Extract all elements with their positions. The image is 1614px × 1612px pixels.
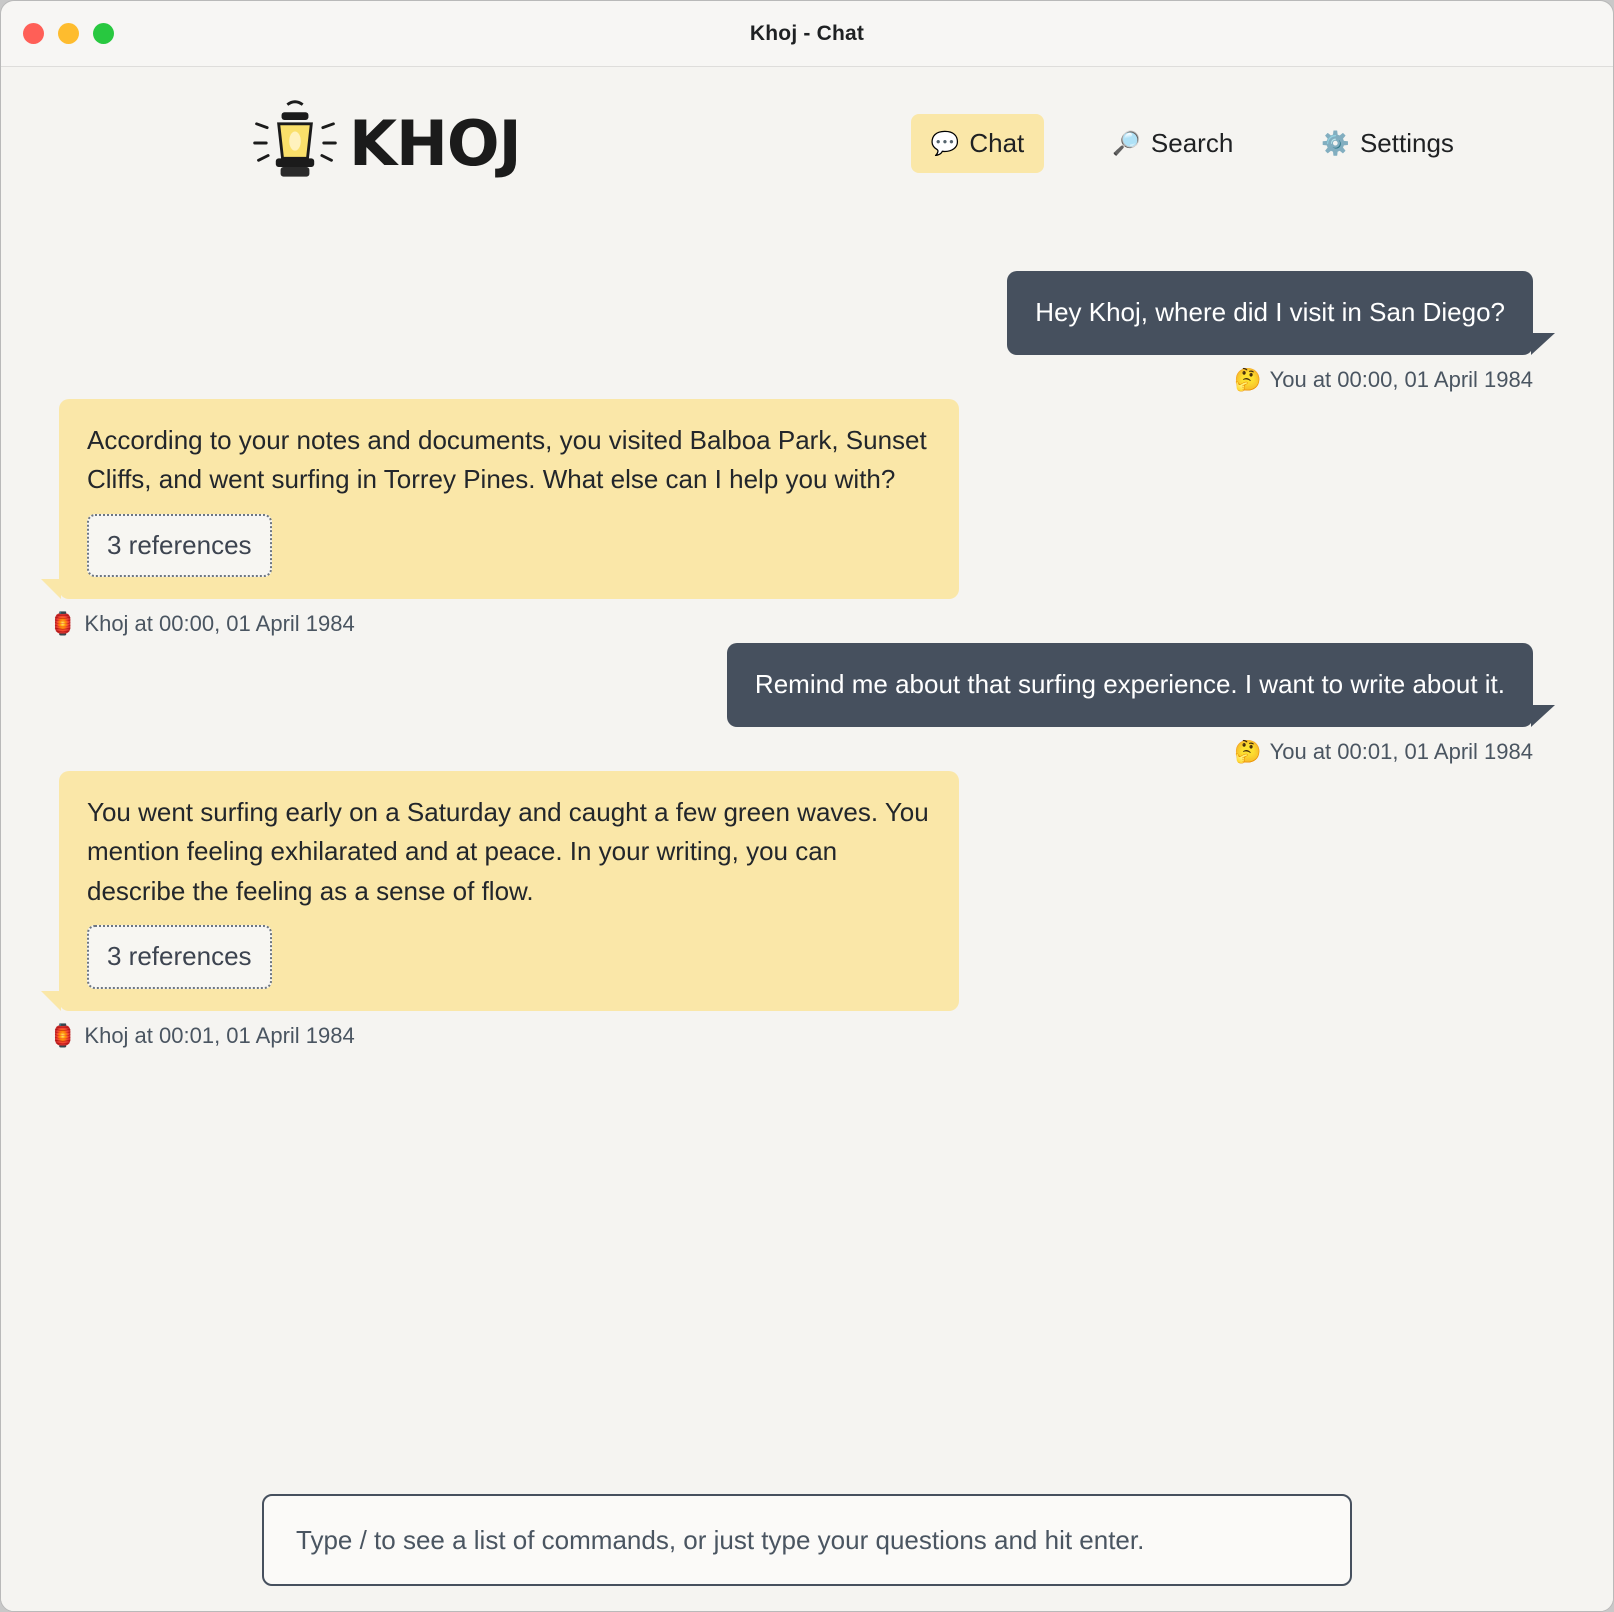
- message-meta-text: You at 00:01, 01 April 1984: [1269, 738, 1533, 764]
- title-bar: [1, 1, 1613, 67]
- message-meta: [49, 1023, 355, 1049]
- message-meta-text: You at 00:00, 01 April 1984: [1269, 366, 1533, 392]
- chat-input-area: [37, 1494, 1577, 1586]
- message-meta: [1234, 739, 1533, 765]
- gear-icon: ⚙️: [1321, 129, 1350, 156]
- app-header: [37, 67, 1577, 201]
- chat-message: [37, 399, 1577, 638]
- chat-message: [37, 643, 1577, 765]
- thinking-face-icon: 🤔: [1234, 738, 1262, 764]
- chat-log: [37, 201, 1577, 1451]
- message-bubble-khoj: [59, 771, 959, 1011]
- tab-settings-label: Settings: [1359, 127, 1454, 158]
- close-button[interactable]: [23, 23, 44, 44]
- message-bubble-user: Hey Khoj, where did I visit in San Diego?: [1007, 271, 1533, 355]
- message-meta: [49, 611, 355, 637]
- speech-bubble-icon: 💬: [930, 129, 960, 156]
- references-button[interactable]: 3 references: [87, 925, 272, 989]
- message-text: According to your notes and documents, you visited Balboa Park, Sunset Cliffs, and went surfing in Torrey Pines. What else can I help you with?: [87, 424, 927, 495]
- message-meta-text: Khoj at 00:01, 01 April 1984: [84, 1022, 355, 1048]
- references-button[interactable]: 3 references: [87, 514, 272, 578]
- chat-message: [37, 771, 1577, 1049]
- maximize-button[interactable]: [93, 23, 114, 44]
- brand-logo[interactable]: [247, 95, 521, 191]
- brand-wordmark: KHOJ: [349, 106, 521, 180]
- chat-message: [37, 271, 1577, 393]
- window-controls: [23, 23, 114, 44]
- lantern-emoji-icon: 🏮: [49, 611, 77, 637]
- thinking-face-icon: 🤔: [1234, 366, 1262, 392]
- tab-settings[interactable]: [1301, 114, 1474, 173]
- magnifier-icon: 🔎: [1112, 129, 1141, 156]
- window-title: Khoj - Chat: [749, 21, 865, 45]
- tab-chat[interactable]: [911, 114, 1045, 173]
- lantern-icon: [247, 95, 343, 191]
- message-bubble-khoj: [59, 399, 959, 600]
- tab-chat-label: Chat: [969, 127, 1025, 158]
- tab-search[interactable]: [1092, 114, 1253, 173]
- main-nav: [911, 114, 1474, 173]
- lantern-emoji-icon: 🏮: [49, 1022, 77, 1048]
- message-meta-text: Khoj at 00:00, 01 April 1984: [84, 611, 355, 637]
- message-text: You went surfing early on a Saturday and caught a few green waves. You mention feeling exhilarated and at peace. In your writing, you can describe the feeling as a sense of flow.: [87, 796, 929, 906]
- chat-input[interactable]: [262, 1494, 1352, 1586]
- message-bubble-user: Remind me about that surfing experience. I want to write about it.: [727, 643, 1533, 727]
- tab-search-label: Search: [1150, 127, 1234, 158]
- minimize-button[interactable]: [58, 23, 79, 44]
- message-meta: [1234, 367, 1533, 393]
- app-content: [1, 67, 1613, 1612]
